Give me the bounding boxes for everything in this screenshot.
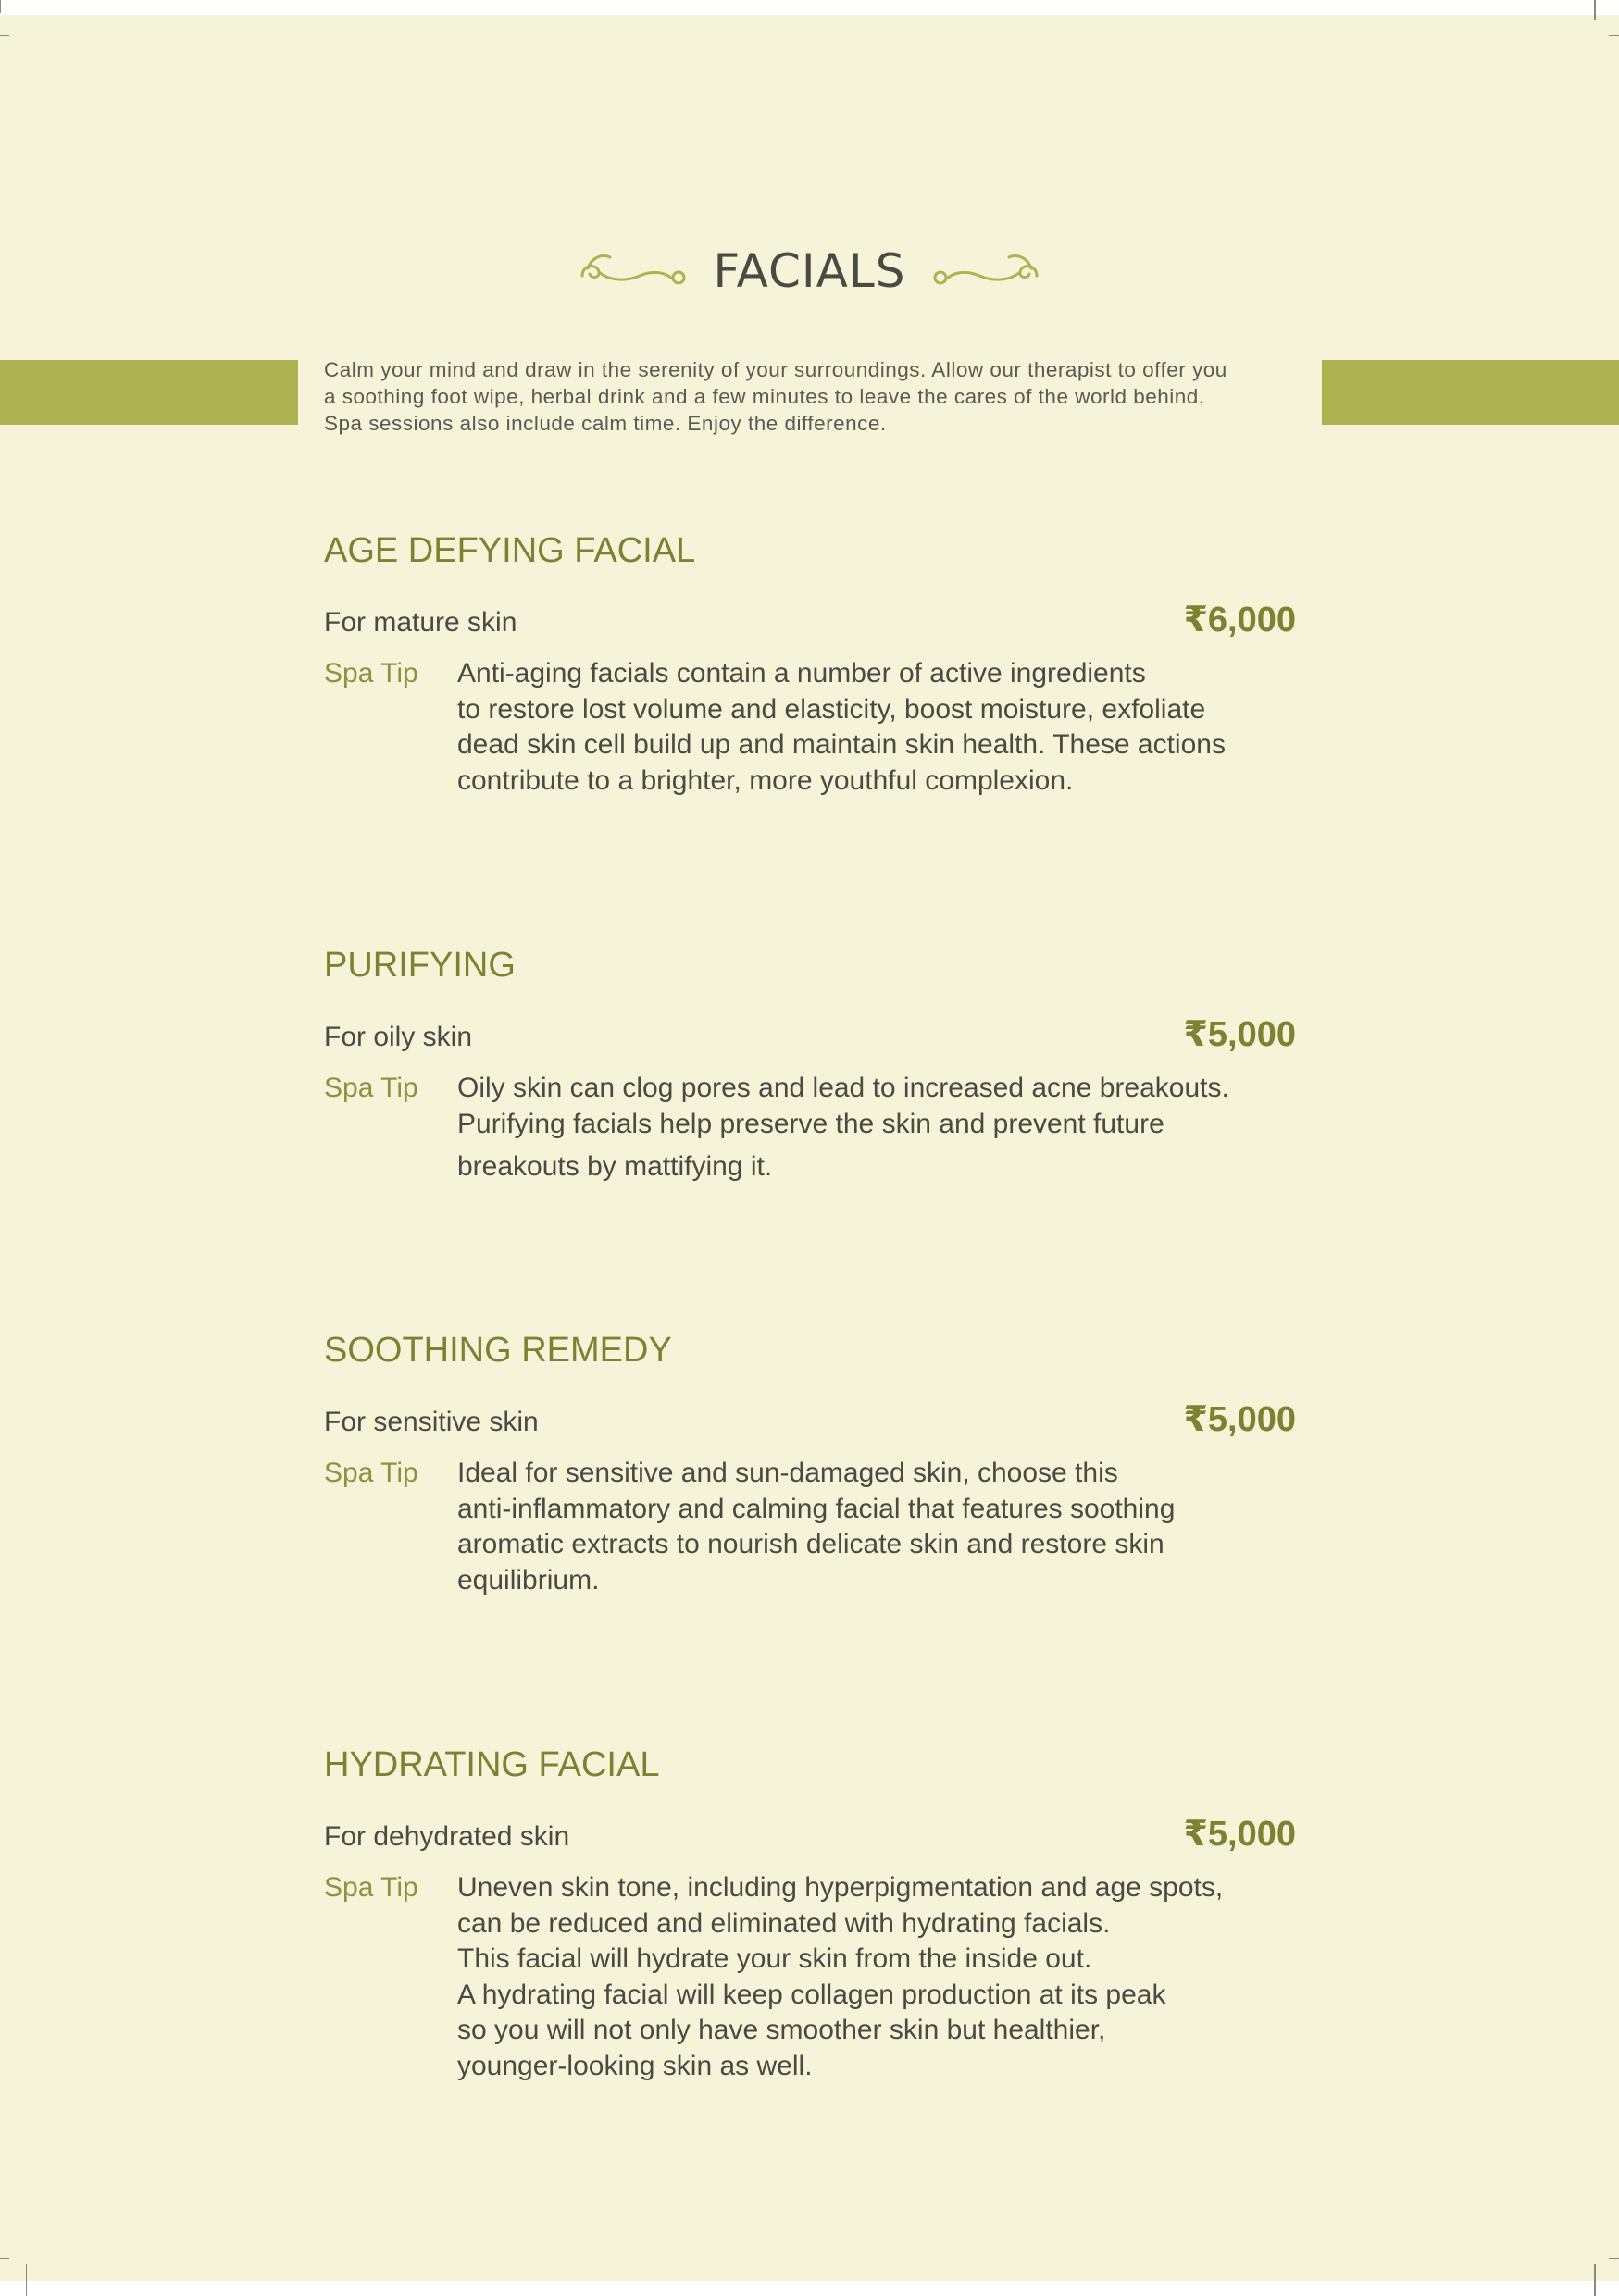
tip-line: equilibrium. (457, 1564, 600, 1595)
service-hydrating (324, 1744, 1296, 2084)
service-purifying (324, 945, 1296, 1185)
spa-tip-label: Spa Tip (324, 658, 418, 689)
crop-mark (0, 0, 1, 13)
tip-line: Oily skin can clog pores and lead to increased acne breakouts. (457, 1073, 1229, 1103)
tip-line: breakouts by mattifying it. (457, 1151, 773, 1182)
spa-tip-text (457, 1870, 1223, 2084)
crop-mark (1609, 2258, 1619, 2259)
crop-mark (0, 2258, 9, 2259)
crop-mark (1594, 2264, 1596, 2296)
service-title: AGE DEFYING FACIAL (324, 531, 696, 570)
spa-tip-label: Spa Tip (324, 1073, 418, 1103)
service-price: ₹5,000 (1183, 1400, 1296, 1439)
spa-tip-label: Spa Tip (324, 1458, 418, 1488)
crop-mark (1609, 35, 1619, 36)
tip-line: A hydrating facial will keep collagen production at its peak (457, 1979, 1166, 2010)
tip-line: aromatic extracts to nourish delicate skin and restore skin (457, 1529, 1164, 1559)
page-title: FACIALS (713, 244, 906, 298)
service-title: SOOTHING REMEDY (324, 1331, 672, 1370)
tip-line: This facial will hydrate your skin from the inside out. (457, 1943, 1092, 1974)
tip-line: Purifying facials help preserve the skin and prevent future (457, 1108, 1164, 1139)
crop-mark (1594, 0, 1596, 20)
service-soothing-remedy (324, 1330, 1296, 1598)
service-title: HYDRATING FACIAL (324, 1745, 660, 1784)
service-price: ₹5,000 (1183, 1815, 1296, 1854)
intro-line: a soothing foot wipe, herbal drink and a few minutes to leave the cares of the world behind. (324, 385, 1205, 408)
spa-tip-text (457, 656, 1226, 799)
spa-tip-label: Spa Tip (324, 1872, 418, 1903)
service-subtitle: For oily skin (324, 1022, 473, 1052)
service-price: ₹6,000 (1183, 601, 1296, 639)
service-title: PURIFYING (324, 946, 516, 985)
tip-line: contribute to a brighter, more youthful complexion. (457, 764, 1074, 796)
spa-tip-text (457, 1071, 1229, 1185)
scroll-ornament-icon (573, 248, 693, 294)
service-subtitle: For dehydrated skin (324, 1821, 570, 1852)
service-subtitle: For mature skin (324, 607, 517, 638)
intro-text (324, 356, 1296, 437)
service-age-defying (324, 530, 1296, 799)
tip-line: younger-looking skin as well. (457, 2050, 813, 2081)
service-subtitle: For sensitive skin (324, 1407, 539, 1437)
spa-tip-text (457, 1456, 1175, 1598)
tip-line: can be reduced and eliminated with hydrating facials. (457, 1907, 1111, 1939)
accent-band-left (0, 360, 298, 425)
crop-mark (26, 2264, 27, 2296)
tip-line: Ideal for sensitive and sun-damaged skin, choose this (457, 1458, 1118, 1488)
tip-line: dead skin cell build up and maintain skin health. These actions (457, 729, 1226, 760)
crop-mark (0, 35, 9, 36)
intro-line: Spa sessions also include calm time. Enjoy the difference. (324, 412, 887, 435)
tip-line: to restore lost volume and elasticity, boost moisture, exfoliate (457, 693, 1206, 725)
tip-line: so you will not only have smoother skin but healthier, (457, 2015, 1106, 2045)
service-price: ₹5,000 (1183, 1015, 1296, 1054)
intro-line: Calm your mind and draw in the serenity of your surroundings. Allow our therapist to offer you (324, 358, 1227, 381)
tip-line: Uneven skin tone, including hyperpigmentation and age spots, (457, 1872, 1224, 1903)
scroll-ornament-icon (926, 248, 1046, 294)
page-header (0, 239, 1619, 304)
accent-band-right (1322, 360, 1619, 425)
tip-line: Anti-aging facials contain a number of active ingredients (457, 658, 1146, 689)
tip-line: anti-inflammatory and calming facial that features soothing (457, 1493, 1176, 1524)
